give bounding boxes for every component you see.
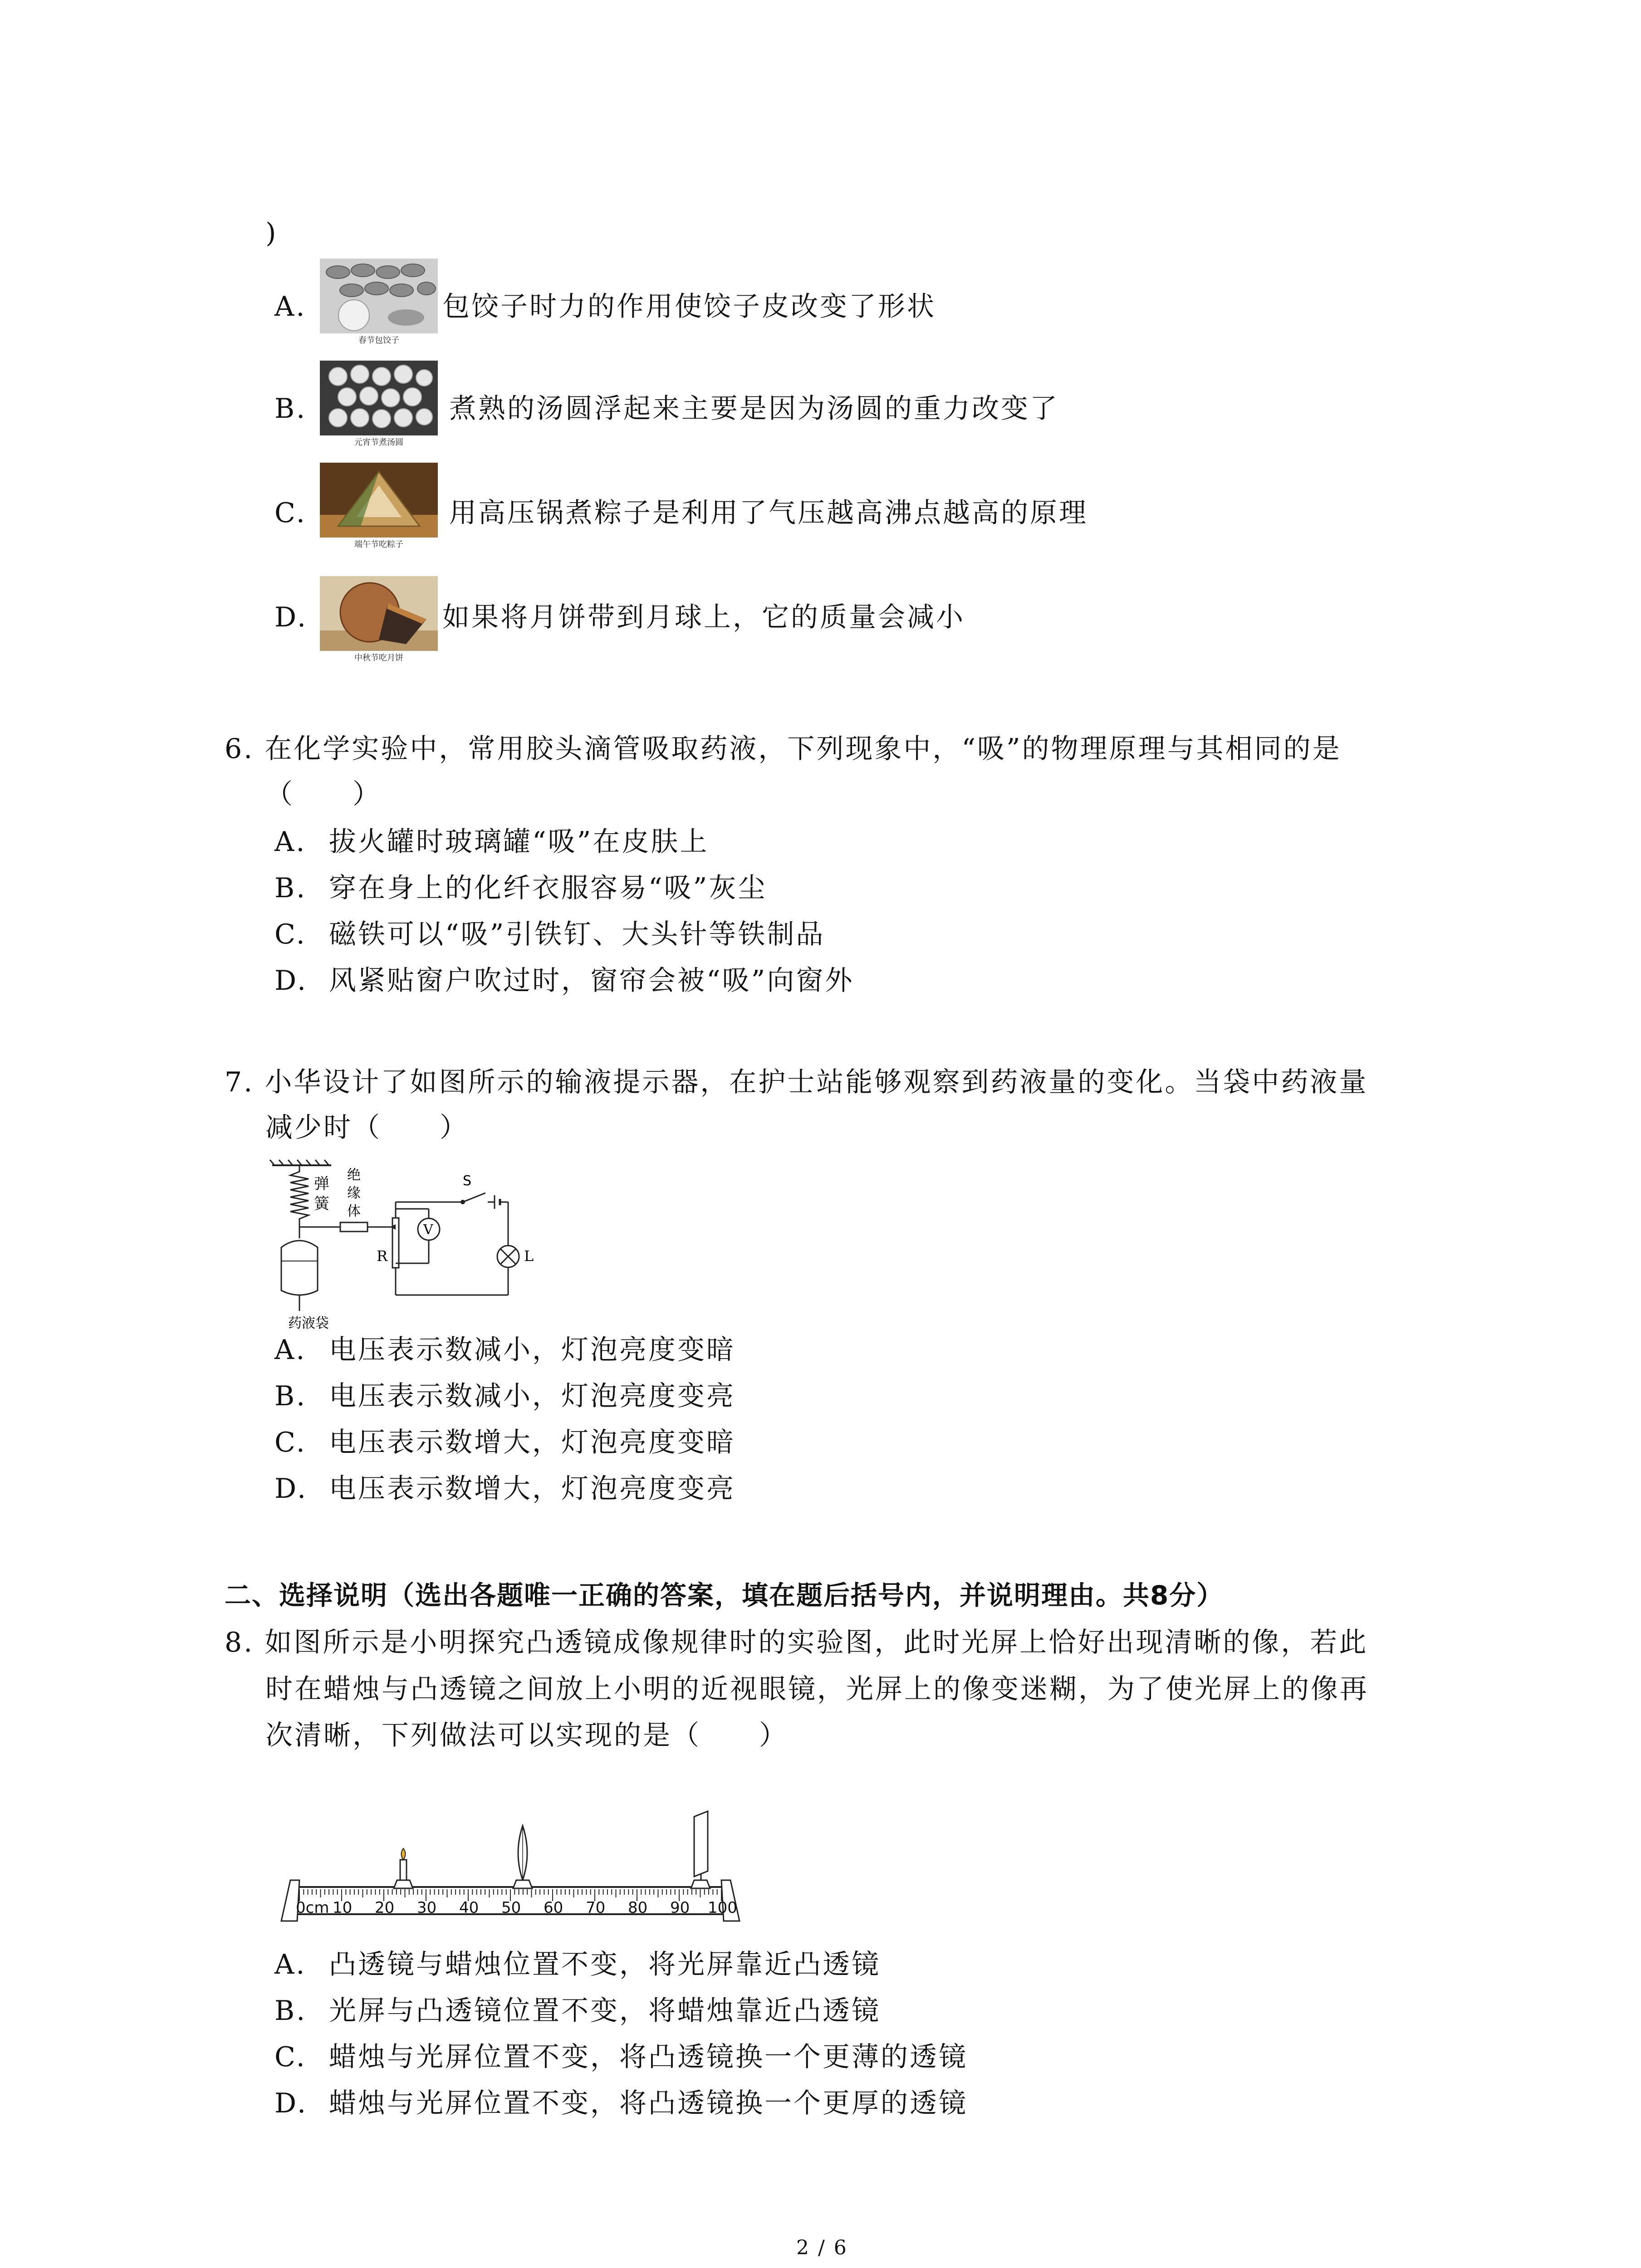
- q6-option-c: [274, 918, 825, 951]
- bag-label: 药液袋: [288, 1315, 329, 1331]
- q7-option-b: [274, 1380, 735, 1413]
- q5-option-a-text: 包饺子时力的作用使饺子皮改变了形状: [442, 291, 936, 323]
- q7-stem-line1: 7. 小华设计了如图所示的输液提示器，在护士站能够观察到药液量的变化。当袋中药液量: [225, 1066, 1368, 1098]
- q8-option-c-text: 蜡烛与光屏位置不变，将凸透镜换一个更薄的透镜: [329, 2041, 968, 2073]
- q6-stem-line1: 6. 在化学实验中，常用胶头滴管吸取药液，下列现象中，“吸”的物理原理与其相同的是: [225, 733, 1342, 765]
- ruler-label: 90: [670, 1899, 690, 1917]
- mooncake-caption: 中秋节吃月饼: [354, 653, 403, 663]
- q8-option-b: [274, 1994, 881, 2027]
- q8-option-a-letter: A.: [274, 1949, 307, 1980]
- ruler-label: 10: [333, 1899, 353, 1917]
- q7-option-a: [274, 1334, 735, 1366]
- q6-option-d-text: 风紧贴窗户吹过时，窗帘会被“吸”向窗外: [329, 965, 854, 997]
- q8-option-c: [274, 2041, 968, 2073]
- q7-option-d: [274, 1472, 735, 1505]
- q6-option-d: [274, 964, 854, 997]
- spring-label-char2: 簧: [314, 1195, 329, 1213]
- q8-stem-line1: 8. 如图所示是小明探究凸透镜成像规律时的实验图，此时光屏上恰好出现清晰的像，若此: [225, 1627, 1368, 1658]
- spring-label-char1: 弹: [314, 1175, 329, 1193]
- q7-option-d-letter: D.: [274, 1473, 308, 1505]
- ruler-label: 100: [708, 1899, 737, 1917]
- q8-stem-line3: 次清晰，下列做法可以实现的是（ ）: [265, 1720, 788, 1751]
- insulator-label-char2: 缘: [347, 1185, 361, 1201]
- q8-option-b-letter: B.: [274, 1995, 307, 2027]
- ruler-label: 50: [501, 1899, 521, 1917]
- insulator-label-char3: 体: [347, 1203, 361, 1219]
- q6-stem-line2: （ ）: [265, 778, 382, 810]
- q6-option-b: [274, 872, 767, 904]
- q6-option-a-text: 拔火罐时玻璃罐“吸”在皮肤上: [329, 826, 709, 858]
- ruler-label: 20: [375, 1899, 395, 1917]
- q8-option-d-letter: D.: [274, 2087, 308, 2119]
- q7-option-d-text: 电压表示数增大，灯泡亮度变亮: [329, 1473, 735, 1505]
- q6-option-c-text: 磁铁可以“吸”引铁钉、大头针等铁制品: [329, 919, 825, 950]
- convex-lens-icon: [513, 1826, 532, 1888]
- q8-option-d: [274, 2087, 968, 2120]
- q8-option-a-text: 凸透镜与蜡烛位置不变，将光屏靠近凸透镜: [329, 1949, 881, 1980]
- q5-closing-paren: ): [265, 217, 278, 249]
- q5-option-a-letter: A.: [274, 291, 307, 323]
- insulator-label-char1: 绝: [347, 1167, 361, 1183]
- q5-option-d-text: 如果将月饼带到月球上，它的质量会减小: [442, 601, 965, 633]
- q7-option-a-text: 电压表示数减小，灯泡亮度变暗: [329, 1334, 735, 1366]
- zongzi-image: [320, 463, 438, 549]
- q8-option-d-text: 蜡烛与光屏位置不变，将凸透镜换一个更厚的透镜: [329, 2087, 968, 2119]
- q6-option-d-letter: D.: [274, 965, 308, 997]
- ruler-label: 80: [628, 1899, 648, 1917]
- lamp-label: L: [524, 1247, 534, 1265]
- q7-option-a-letter: A.: [274, 1334, 307, 1366]
- q7-option-c-letter: C.: [274, 1427, 307, 1458]
- candle-icon: [394, 1848, 413, 1888]
- q8-option-a: [274, 1948, 881, 1981]
- dumplings-caption: 春节包饺子: [358, 336, 399, 345]
- resistor-label: R: [377, 1247, 388, 1265]
- light-screen-icon: [691, 1811, 710, 1888]
- switch-label: S: [463, 1173, 472, 1189]
- ruler-label: 0cm: [296, 1899, 329, 1917]
- page-number: 2 / 6: [796, 2236, 848, 2259]
- q6-option-a-letter: A.: [274, 826, 307, 858]
- q5-option-b-text: 煮熟的汤圆浮起来主要是因为汤圆的重力改变了: [449, 393, 1059, 425]
- dumplings-image: [320, 259, 438, 345]
- ruler-label: 60: [544, 1899, 563, 1917]
- q5-option-c-text: 用高压锅煮粽子是利用了气压越高沸点越高的原理: [449, 497, 1088, 529]
- tangyuan-image: [320, 361, 438, 447]
- optical-bench-diagram: [272, 1808, 753, 1944]
- ruler-label: 30: [417, 1899, 437, 1917]
- zongzi-caption: 端午节吃粽子: [354, 540, 403, 549]
- q7-option-c-text: 电压表示数增大，灯泡亮度变暗: [329, 1427, 735, 1458]
- q5-option-b-letter: B.: [274, 393, 307, 425]
- q7-option-b-letter: B.: [274, 1380, 307, 1412]
- section-heading: 二、选择说明（选出各题唯一正确的答案，填在题后括号内，并说明理由。共8分）: [225, 1580, 1224, 1611]
- q6-option-b-letter: B.: [274, 872, 307, 904]
- q5-option-d-letter: D.: [274, 601, 308, 633]
- q8-option-b-text: 光屏与凸透镜位置不变，将蜡烛靠近凸透镜: [329, 1995, 881, 2027]
- q7-option-b-text: 电压表示数减小，灯泡亮度变亮: [329, 1380, 735, 1412]
- q7-stem-line2: 减少时（ ）: [265, 1112, 469, 1144]
- q8-stem-line2: 时在蜡烛与凸透镜之间放上小明的近视眼镜，光屏上的像变迷糊，为了使光屏上的像再: [265, 1673, 1369, 1705]
- q6-option-b-text: 穿在身上的化纤衣服容易“吸”灰尘: [329, 872, 767, 904]
- tangyuan-caption: 元宵节煮汤圆: [354, 438, 403, 447]
- ruler-label: 70: [586, 1899, 606, 1917]
- q5-option-c-letter: C.: [274, 497, 307, 529]
- q8-option-c-letter: C.: [274, 2041, 307, 2073]
- q6-option-a: [274, 826, 709, 858]
- ruler-label: 40: [459, 1899, 479, 1917]
- mooncake-image: [320, 576, 438, 662]
- q6-option-c-letter: C.: [274, 919, 307, 950]
- infusion-alarm-circuit-diagram: [263, 1159, 554, 1331]
- voltmeter-label: V: [423, 1222, 433, 1238]
- q7-option-c: [274, 1426, 735, 1459]
